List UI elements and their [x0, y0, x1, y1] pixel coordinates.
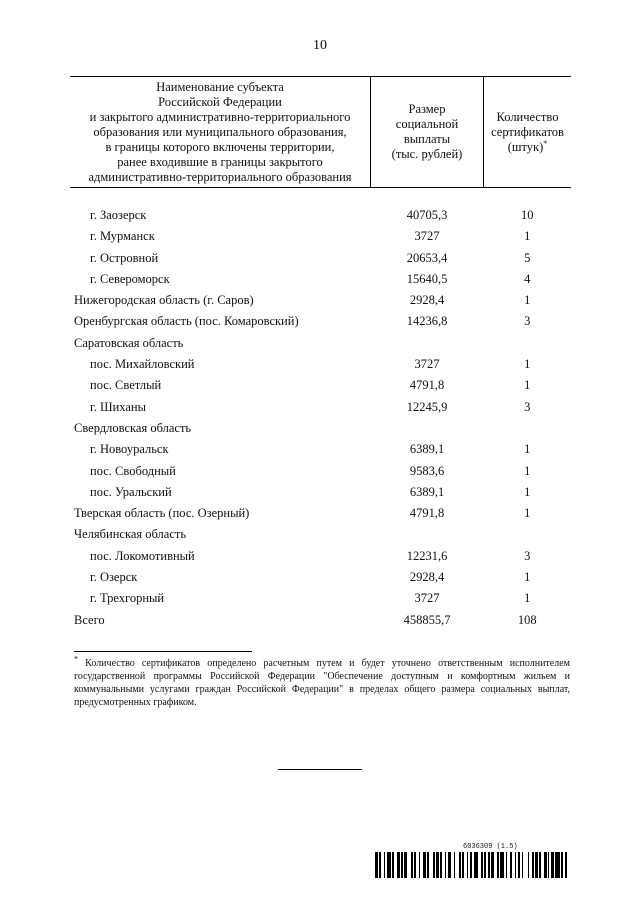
- table-row: [70, 226, 571, 247]
- cell-subject-name: Челябинская область: [74, 527, 187, 542]
- cell-certificate-count: 1: [524, 570, 531, 585]
- header-line: (тыс. рублей): [391, 147, 463, 161]
- footnote-divider: [74, 651, 252, 652]
- table-row: [70, 439, 571, 460]
- table-body: [70, 188, 571, 631]
- cell-social-payment: 4791,8: [409, 378, 445, 393]
- cell-certificate-count: 1: [524, 591, 531, 606]
- cell-certificate-count: 3: [524, 314, 531, 329]
- cell-social-payment: 2928,4: [409, 570, 445, 585]
- cell-social-payment: [371, 333, 484, 354]
- cell-certificate-count: [484, 333, 572, 354]
- header-line: административно-территориального образования: [88, 169, 352, 184]
- barcode-bar: [567, 852, 568, 878]
- cell-social-payment: 3727: [414, 591, 440, 606]
- certificates-table-container: [70, 76, 571, 631]
- table-row: [70, 205, 571, 226]
- cell-certificate-count: 1: [524, 229, 531, 244]
- table-row: [70, 311, 571, 332]
- header-line: ранее входившие в границы закрытого: [117, 154, 323, 169]
- table-row: [70, 482, 571, 503]
- cell-subject-name: пос. Светлый: [90, 378, 162, 393]
- header-line: в границы которого включены территории,: [105, 139, 335, 154]
- cell-certificate-count: 1: [524, 378, 531, 393]
- footnote-marker: *: [543, 138, 548, 148]
- header-line: Размер: [408, 102, 446, 116]
- header-line: Количество: [496, 109, 559, 124]
- header-line: Российской Федерации: [158, 94, 282, 109]
- footnote: [74, 654, 570, 709]
- cell-subject-name: г. Шиханы: [90, 399, 146, 414]
- spacer-cell: [70, 188, 571, 206]
- header-line: социальной: [395, 117, 459, 131]
- cell-subject-name: г. Трехгорный: [90, 591, 165, 606]
- cell-subject-name: г. Заозерск: [90, 208, 147, 222]
- cell-social-payment: 6389,1: [409, 442, 445, 457]
- table-row: [70, 269, 571, 290]
- table-row: [70, 354, 571, 375]
- cell-social-payment: 40705,3: [406, 208, 448, 222]
- cell-social-payment: [371, 418, 484, 439]
- cell-certificate-count: 1: [524, 506, 531, 521]
- header-line-text: (штук): [507, 139, 544, 154]
- cell-certificate-count: 3: [524, 399, 531, 414]
- cell-certificate-count: 108: [517, 612, 537, 627]
- barcode-icon: [375, 852, 569, 878]
- cell-subject-name: Свердловская область: [74, 420, 192, 435]
- cell-social-payment: 15640,5: [406, 271, 448, 286]
- header-line: образования или муниципального образования,: [93, 124, 347, 139]
- end-of-document-line: [278, 769, 362, 770]
- cell-social-payment: 6389,1: [409, 484, 445, 499]
- cell-certificate-count: 1: [524, 463, 531, 478]
- header-line: и закрытого административно-территориального: [89, 109, 351, 124]
- cell-social-payment: 12245,9: [406, 399, 448, 414]
- cell-subject-name: пос. Михайловский: [90, 357, 195, 372]
- cell-certificate-count: [484, 418, 572, 439]
- cell-subject-name: пос. Уральский: [90, 484, 172, 499]
- cell-subject-name: Саратовская область: [74, 335, 184, 350]
- page-number: 10: [313, 38, 327, 53]
- table-row: [70, 418, 571, 439]
- table-header-row: [70, 77, 571, 188]
- cell-certificate-count: 3: [524, 548, 531, 563]
- table-row: [70, 567, 571, 588]
- cell-subject-name: г. Мурманск: [90, 229, 155, 244]
- header-line: [488, 140, 567, 155]
- cell-subject-name: Нижегородская область (г. Саров): [74, 293, 254, 308]
- cell-subject-name: г. Североморск: [90, 271, 170, 286]
- footnote-text: Количество сертификатов определено расчетным путем и будет уточнено ответственным исполнителем государственной программы Российской Федерации "Обеспечение доступным и комфортным жильем и коммунальными услугами граждан Российской Федерации" в пределах общего размера социальных выплат, предусмотренных графиком.: [74, 658, 570, 708]
- footnote-marker: *: [74, 654, 78, 664]
- cell-subject-name: пос. Локомотивный: [90, 548, 195, 563]
- cell-social-payment: 3727: [414, 229, 440, 244]
- table-row: [70, 375, 571, 396]
- cell-certificate-count: 4: [524, 271, 531, 286]
- cell-certificate-count: 10: [521, 208, 534, 222]
- table-row: [70, 588, 571, 609]
- cell-subject-name: г. Островной: [90, 250, 159, 265]
- table-row: [70, 290, 571, 311]
- cell-social-payment: 14236,8: [406, 314, 448, 329]
- table-row: [70, 461, 571, 482]
- cell-certificate-count: 1: [524, 357, 531, 372]
- cell-social-payment: [371, 524, 484, 545]
- cell-social-payment: 458855,7: [403, 612, 451, 627]
- header-line: сертификатов: [491, 124, 564, 139]
- cell-subject-name: г. Озерск: [90, 570, 138, 585]
- cell-social-payment: 3727: [414, 357, 440, 372]
- table-row: [70, 524, 571, 545]
- cell-certificate-count: 1: [524, 442, 531, 457]
- cell-certificate-count: 1: [524, 293, 531, 308]
- cell-social-payment: 12231,6: [406, 548, 448, 563]
- table-row: [70, 503, 571, 524]
- cell-social-payment: 9583,6: [409, 463, 445, 478]
- cell-subject-name: г. Новоуральск: [90, 442, 169, 457]
- cell-certificate-count: [484, 524, 572, 545]
- header-certificate-count: [484, 77, 572, 188]
- table-spacer-row: [70, 188, 571, 206]
- cell-certificate-count: 1: [524, 484, 531, 499]
- cell-subject-name: Оренбургская область (пос. Комаровский): [74, 314, 299, 329]
- table-row: [70, 397, 571, 418]
- header-social-payment: [371, 77, 484, 188]
- table-row: [70, 546, 571, 567]
- document-barcode: [375, 843, 569, 879]
- cell-certificate-count: 5: [524, 250, 531, 265]
- cell-social-payment: 4791,8: [409, 506, 445, 521]
- table-row: [70, 248, 571, 269]
- cell-social-payment: 20653,4: [406, 250, 448, 265]
- document-code: 6036309 (1.5): [463, 843, 518, 851]
- table-row: [70, 333, 571, 354]
- cell-subject-name: пос. Свободный: [90, 463, 176, 478]
- cell-social-payment: 2928,4: [409, 293, 445, 308]
- header-line: Наименование субъекта: [156, 79, 284, 94]
- cell-subject-name: Всего: [74, 612, 105, 627]
- cell-subject-name: Тверская область (пос. Озерный): [74, 506, 250, 521]
- certificates-table: [70, 76, 571, 631]
- table-row: [70, 610, 571, 631]
- header-line: выплаты: [403, 132, 451, 146]
- header-subject-name: [70, 77, 371, 188]
